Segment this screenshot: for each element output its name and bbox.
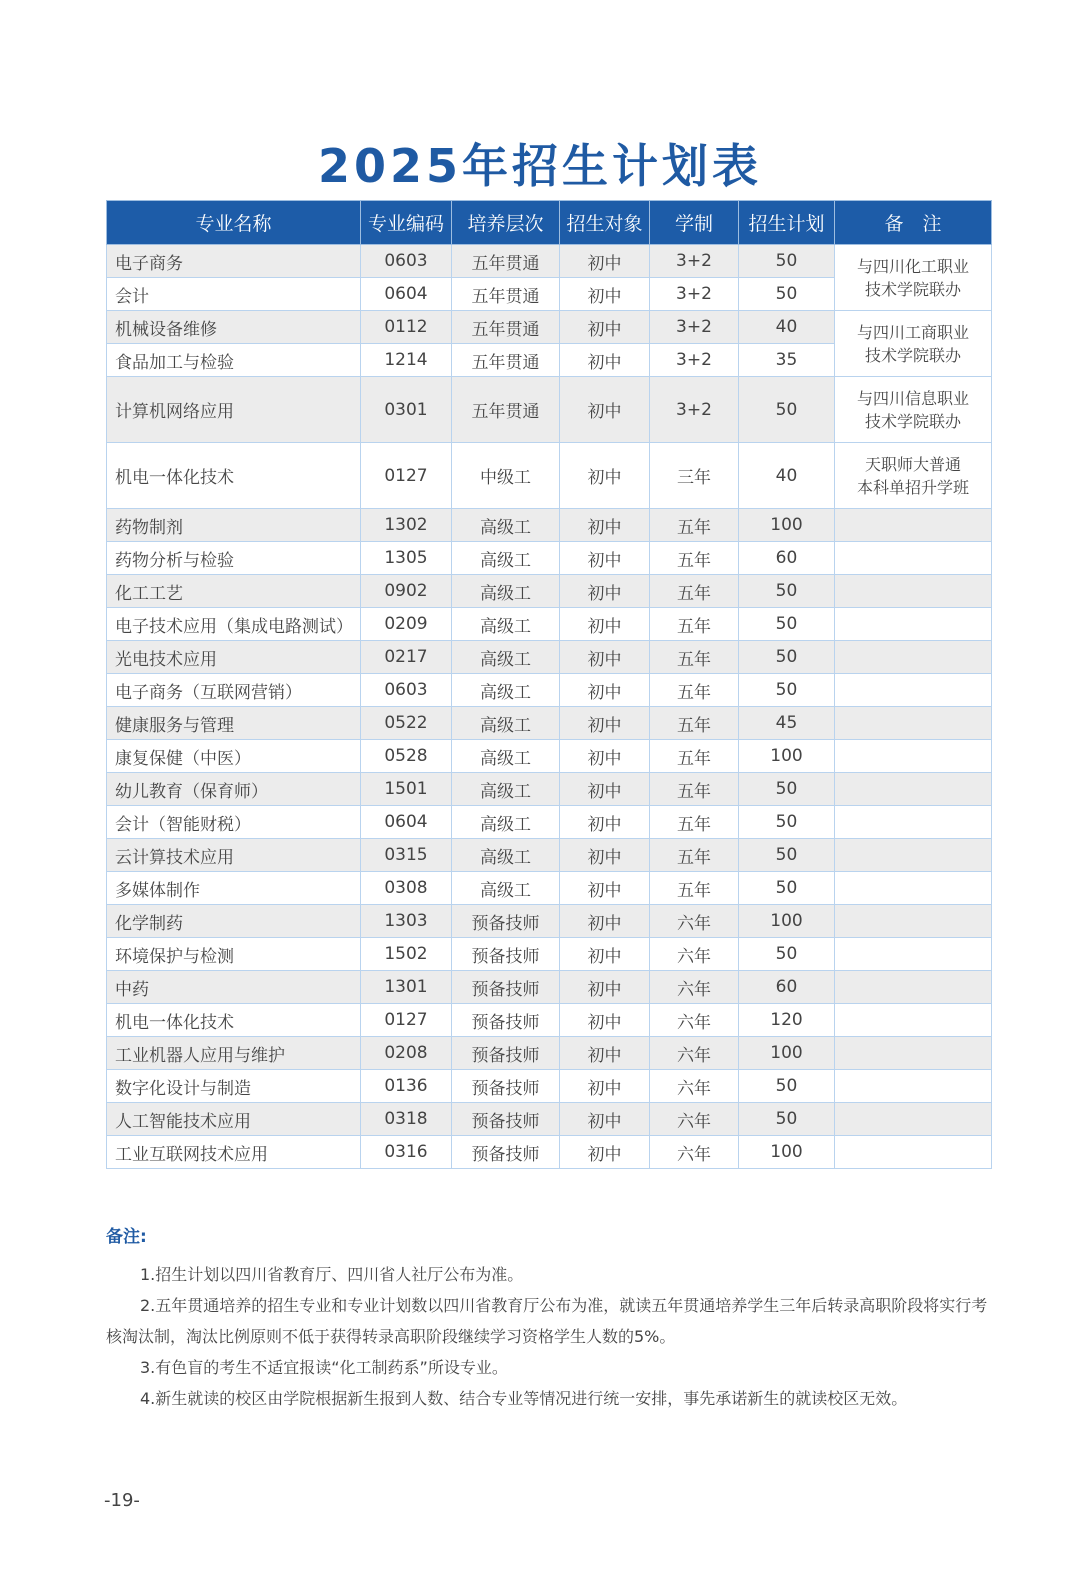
table-row	[107, 1037, 992, 1070]
cell-major-name: 食品加工与检验	[107, 344, 361, 377]
table-row	[107, 1070, 992, 1103]
table-body	[107, 245, 992, 1169]
table-row	[107, 839, 992, 872]
cell-major-name: 光电技术应用	[107, 641, 361, 674]
cell-major-code: 1214	[361, 344, 452, 377]
cell-training-level: 高级工	[452, 542, 560, 575]
cell-major-code: 0112	[361, 311, 452, 344]
cell-remark-empty	[835, 509, 992, 542]
cell-major-code: 0209	[361, 608, 452, 641]
cell-target: 初中	[560, 1004, 650, 1037]
cell-major-code: 0603	[361, 245, 452, 278]
cell-major-name: 环境保护与检测	[107, 938, 361, 971]
cell-training-level: 预备技师	[452, 1037, 560, 1070]
cell-major-name: 计算机网络应用	[107, 377, 361, 443]
cell-duration: 3+2	[650, 377, 739, 443]
cell-remark-empty	[835, 740, 992, 773]
cell-duration: 五年	[650, 806, 739, 839]
cell-duration: 六年	[650, 971, 739, 1004]
cell-training-level: 中级工	[452, 443, 560, 509]
cell-plan: 50	[739, 278, 835, 311]
table-row	[107, 608, 992, 641]
cell-duration: 六年	[650, 1037, 739, 1070]
cell-training-level: 高级工	[452, 839, 560, 872]
cell-training-level: 高级工	[452, 872, 560, 905]
cell-training-level: 高级工	[452, 575, 560, 608]
cell-major-name: 中药	[107, 971, 361, 1004]
cell-remark-empty	[835, 608, 992, 641]
cell-major-code: 0127	[361, 443, 452, 509]
note-item: 1.招生计划以四川省教育厅、四川省人社厅公布为准。	[140, 1265, 524, 1284]
cell-plan: 60	[739, 542, 835, 575]
cell-plan: 120	[739, 1004, 835, 1037]
cell-duration: 3+2	[650, 311, 739, 344]
cell-remark-empty	[835, 773, 992, 806]
cell-target: 初中	[560, 938, 650, 971]
cell-plan: 50	[739, 245, 835, 278]
cell-plan: 35	[739, 344, 835, 377]
cell-training-level: 五年贯通	[452, 344, 560, 377]
table-row	[107, 740, 992, 773]
cell-training-level: 预备技师	[452, 1004, 560, 1037]
cell-duration: 六年	[650, 1136, 739, 1169]
cell-major-code: 1502	[361, 938, 452, 971]
cell-training-level: 预备技师	[452, 1103, 560, 1136]
cell-training-level: 高级工	[452, 674, 560, 707]
cell-major-name: 工业机器人应用与维护	[107, 1037, 361, 1070]
cell-major-name: 健康服务与管理	[107, 707, 361, 740]
cell-plan: 60	[739, 971, 835, 1004]
enrollment-plan-table	[106, 200, 992, 1169]
cell-target: 初中	[560, 311, 650, 344]
cell-plan: 50	[739, 641, 835, 674]
cell-major-code: 0318	[361, 1103, 452, 1136]
cell-target: 初中	[560, 344, 650, 377]
cell-training-level: 五年贯通	[452, 278, 560, 311]
cell-major-code: 0603	[361, 674, 452, 707]
cell-target: 初中	[560, 905, 650, 938]
cell-remark-empty	[835, 707, 992, 740]
cell-duration: 五年	[650, 839, 739, 872]
cell-duration: 3+2	[650, 245, 739, 278]
cell-major-name: 多媒体制作	[107, 872, 361, 905]
header-major-code: 专业编码	[361, 201, 452, 245]
cell-duration: 六年	[650, 905, 739, 938]
cell-major-name: 化学制药	[107, 905, 361, 938]
table-row	[107, 1103, 992, 1136]
cell-remark-empty	[835, 575, 992, 608]
cell-major-code: 1501	[361, 773, 452, 806]
cell-plan: 50	[739, 839, 835, 872]
cell-training-level: 高级工	[452, 608, 560, 641]
cell-target: 初中	[560, 806, 650, 839]
cell-major-name: 会计	[107, 278, 361, 311]
cell-remark-empty	[835, 641, 992, 674]
cell-major-code: 0217	[361, 641, 452, 674]
cell-major-code: 0522	[361, 707, 452, 740]
cell-target: 初中	[560, 377, 650, 443]
cell-training-level: 五年贯通	[452, 311, 560, 344]
cell-major-code: 0316	[361, 1136, 452, 1169]
cell-plan: 50	[739, 773, 835, 806]
cell-plan: 100	[739, 509, 835, 542]
cell-duration: 五年	[650, 872, 739, 905]
cell-plan: 50	[739, 674, 835, 707]
cell-training-level: 高级工	[452, 707, 560, 740]
notes-heading: 备注:	[106, 1227, 147, 1247]
cell-training-level: 预备技师	[452, 905, 560, 938]
cell-plan: 40	[739, 443, 835, 509]
cell-duration: 三年	[650, 443, 739, 509]
cell-target: 初中	[560, 872, 650, 905]
cell-remark-empty	[835, 674, 992, 707]
cell-major-name: 云计算技术应用	[107, 839, 361, 872]
cell-duration: 六年	[650, 1004, 739, 1037]
table-row	[107, 773, 992, 806]
cell-major-code: 1305	[361, 542, 452, 575]
cell-duration: 五年	[650, 773, 739, 806]
table-header-row	[107, 201, 992, 245]
cell-target: 初中	[560, 278, 650, 311]
cell-duration: 六年	[650, 1070, 739, 1103]
cell-major-code: 0208	[361, 1037, 452, 1070]
cell-duration: 五年	[650, 509, 739, 542]
cell-remark-empty	[835, 1037, 992, 1070]
cell-remark-empty	[835, 1136, 992, 1169]
cell-major-code: 0902	[361, 575, 452, 608]
header-remarks: 备 注	[835, 201, 992, 245]
cell-plan: 45	[739, 707, 835, 740]
cell-plan: 50	[739, 1103, 835, 1136]
cell-major-name: 人工智能技术应用	[107, 1103, 361, 1136]
page-title: 2025年招生计划表	[317, 139, 763, 193]
cell-training-level: 高级工	[452, 641, 560, 674]
table-row	[107, 1136, 992, 1169]
cell-remark-empty	[835, 839, 992, 872]
table-row	[107, 674, 992, 707]
cell-target: 初中	[560, 1103, 650, 1136]
cell-duration: 五年	[650, 608, 739, 641]
cell-target: 初中	[560, 740, 650, 773]
cell-target: 初中	[560, 443, 650, 509]
cell-major-code: 1302	[361, 509, 452, 542]
cell-major-code: 0127	[361, 1004, 452, 1037]
cell-plan: 50	[739, 872, 835, 905]
table-row	[107, 806, 992, 839]
cell-major-name: 机电一体化技术	[107, 443, 361, 509]
cell-duration: 五年	[650, 740, 739, 773]
header-major-name: 专业名称	[107, 201, 361, 245]
cell-target: 初中	[560, 773, 650, 806]
cell-plan: 50	[739, 938, 835, 971]
cell-major-name: 电子商务	[107, 245, 361, 278]
cell-major-name: 机电一体化技术	[107, 1004, 361, 1037]
header-plan: 招生计划	[739, 201, 835, 245]
header-target: 招生对象	[560, 201, 650, 245]
cell-plan: 100	[739, 905, 835, 938]
cell-major-name: 电子技术应用（集成电路测试）	[107, 608, 361, 641]
table-row	[107, 443, 992, 509]
cell-training-level: 高级工	[452, 773, 560, 806]
cell-remark-empty	[835, 542, 992, 575]
cell-remark-empty	[835, 1070, 992, 1103]
cell-training-level: 五年贯通	[452, 377, 560, 443]
cell-training-level: 预备技师	[452, 1136, 560, 1169]
table-row	[107, 905, 992, 938]
note-item: 2.五年贯通培养的招生专业和专业计划数以四川省教育厅公布为准，就读五年贯通培养学生三年后转录高职阶段将实行考核淘汰制，淘汰比例原则不低于获得转录高职阶段继续学习资格学生人数的5%。	[106, 1296, 988, 1346]
cell-major-name: 工业互联网技术应用	[107, 1136, 361, 1169]
cell-major-code: 1301	[361, 971, 452, 1004]
cell-plan: 100	[739, 1037, 835, 1070]
cell-major-name: 机械设备维修	[107, 311, 361, 344]
note-item: 4.新生就读的校区由学院根据新生报到人数、结合专业等情况进行统一安排，事先承诺新生的就读校区无效。	[140, 1389, 908, 1408]
cell-remark-empty	[835, 905, 992, 938]
table-row	[107, 872, 992, 905]
cell-major-code: 0301	[361, 377, 452, 443]
table-row	[107, 971, 992, 1004]
cell-remark: 与四川信息职业 技术学院联办	[835, 377, 992, 443]
header-training-level: 培养层次	[452, 201, 560, 245]
cell-major-code: 0315	[361, 839, 452, 872]
table-row	[107, 641, 992, 674]
cell-training-level: 高级工	[452, 806, 560, 839]
cell-target: 初中	[560, 641, 650, 674]
cell-duration: 六年	[650, 1103, 739, 1136]
cell-training-level: 高级工	[452, 509, 560, 542]
cell-target: 初中	[560, 245, 650, 278]
cell-remark-empty	[835, 938, 992, 971]
cell-training-level: 高级工	[452, 740, 560, 773]
cell-plan: 40	[739, 311, 835, 344]
cell-major-name: 电子商务（互联网营销）	[107, 674, 361, 707]
table-row	[107, 509, 992, 542]
cell-plan: 100	[739, 1136, 835, 1169]
cell-major-name: 幼儿教育（保育师）	[107, 773, 361, 806]
cell-target: 初中	[560, 674, 650, 707]
table-row	[107, 575, 992, 608]
cell-major-code: 0308	[361, 872, 452, 905]
table-row	[107, 542, 992, 575]
cell-duration: 五年	[650, 707, 739, 740]
page-number: -19-	[104, 1490, 140, 1511]
cell-target: 初中	[560, 707, 650, 740]
cell-target: 初中	[560, 1070, 650, 1103]
cell-major-code: 0604	[361, 278, 452, 311]
cell-duration: 五年	[650, 542, 739, 575]
cell-plan: 50	[739, 1070, 835, 1103]
cell-major-code: 0136	[361, 1070, 452, 1103]
cell-target: 初中	[560, 608, 650, 641]
header-duration: 学制	[650, 201, 739, 245]
cell-target: 初中	[560, 971, 650, 1004]
cell-target: 初中	[560, 839, 650, 872]
table-row	[107, 245, 992, 278]
cell-training-level: 预备技师	[452, 1070, 560, 1103]
cell-major-code: 1303	[361, 905, 452, 938]
cell-major-name: 数字化设计与制造	[107, 1070, 361, 1103]
cell-major-name: 化工工艺	[107, 575, 361, 608]
cell-training-level: 五年贯通	[452, 245, 560, 278]
cell-major-name: 康复保健（中医）	[107, 740, 361, 773]
cell-plan: 100	[739, 740, 835, 773]
cell-duration: 3+2	[650, 278, 739, 311]
cell-remark-empty	[835, 1103, 992, 1136]
cell-remark-empty	[835, 1004, 992, 1037]
cell-remark-empty	[835, 872, 992, 905]
cell-major-code: 0604	[361, 806, 452, 839]
table-row	[107, 938, 992, 971]
cell-plan: 50	[739, 806, 835, 839]
cell-duration: 五年	[650, 641, 739, 674]
cell-target: 初中	[560, 1037, 650, 1070]
notes-section	[106, 1222, 991, 1414]
cell-remark: 与四川化工职业 技术学院联办	[835, 245, 992, 311]
cell-remark-empty	[835, 806, 992, 839]
cell-plan: 50	[739, 608, 835, 641]
cell-remark: 与四川工商职业 技术学院联办	[835, 311, 992, 377]
table-row	[107, 377, 992, 443]
cell-target: 初中	[560, 575, 650, 608]
cell-target: 初中	[560, 509, 650, 542]
table-row	[107, 1004, 992, 1037]
cell-plan: 50	[739, 575, 835, 608]
cell-plan: 50	[739, 377, 835, 443]
cell-duration: 五年	[650, 575, 739, 608]
table-row	[107, 311, 992, 344]
cell-training-level: 预备技师	[452, 971, 560, 1004]
cell-training-level: 预备技师	[452, 938, 560, 971]
cell-target: 初中	[560, 1136, 650, 1169]
cell-major-name: 药物制剂	[107, 509, 361, 542]
cell-major-code: 0528	[361, 740, 452, 773]
table-row	[107, 707, 992, 740]
cell-major-name: 会计（智能财税）	[107, 806, 361, 839]
cell-remark: 天职师大普通 本科单招升学班	[835, 443, 992, 509]
cell-duration: 3+2	[650, 344, 739, 377]
cell-target: 初中	[560, 542, 650, 575]
cell-major-name: 药物分析与检验	[107, 542, 361, 575]
cell-remark-empty	[835, 971, 992, 1004]
cell-duration: 六年	[650, 938, 739, 971]
note-item: 3.有色盲的考生不适宜报读“化工制药系”所设专业。	[140, 1358, 508, 1377]
cell-duration: 五年	[650, 674, 739, 707]
